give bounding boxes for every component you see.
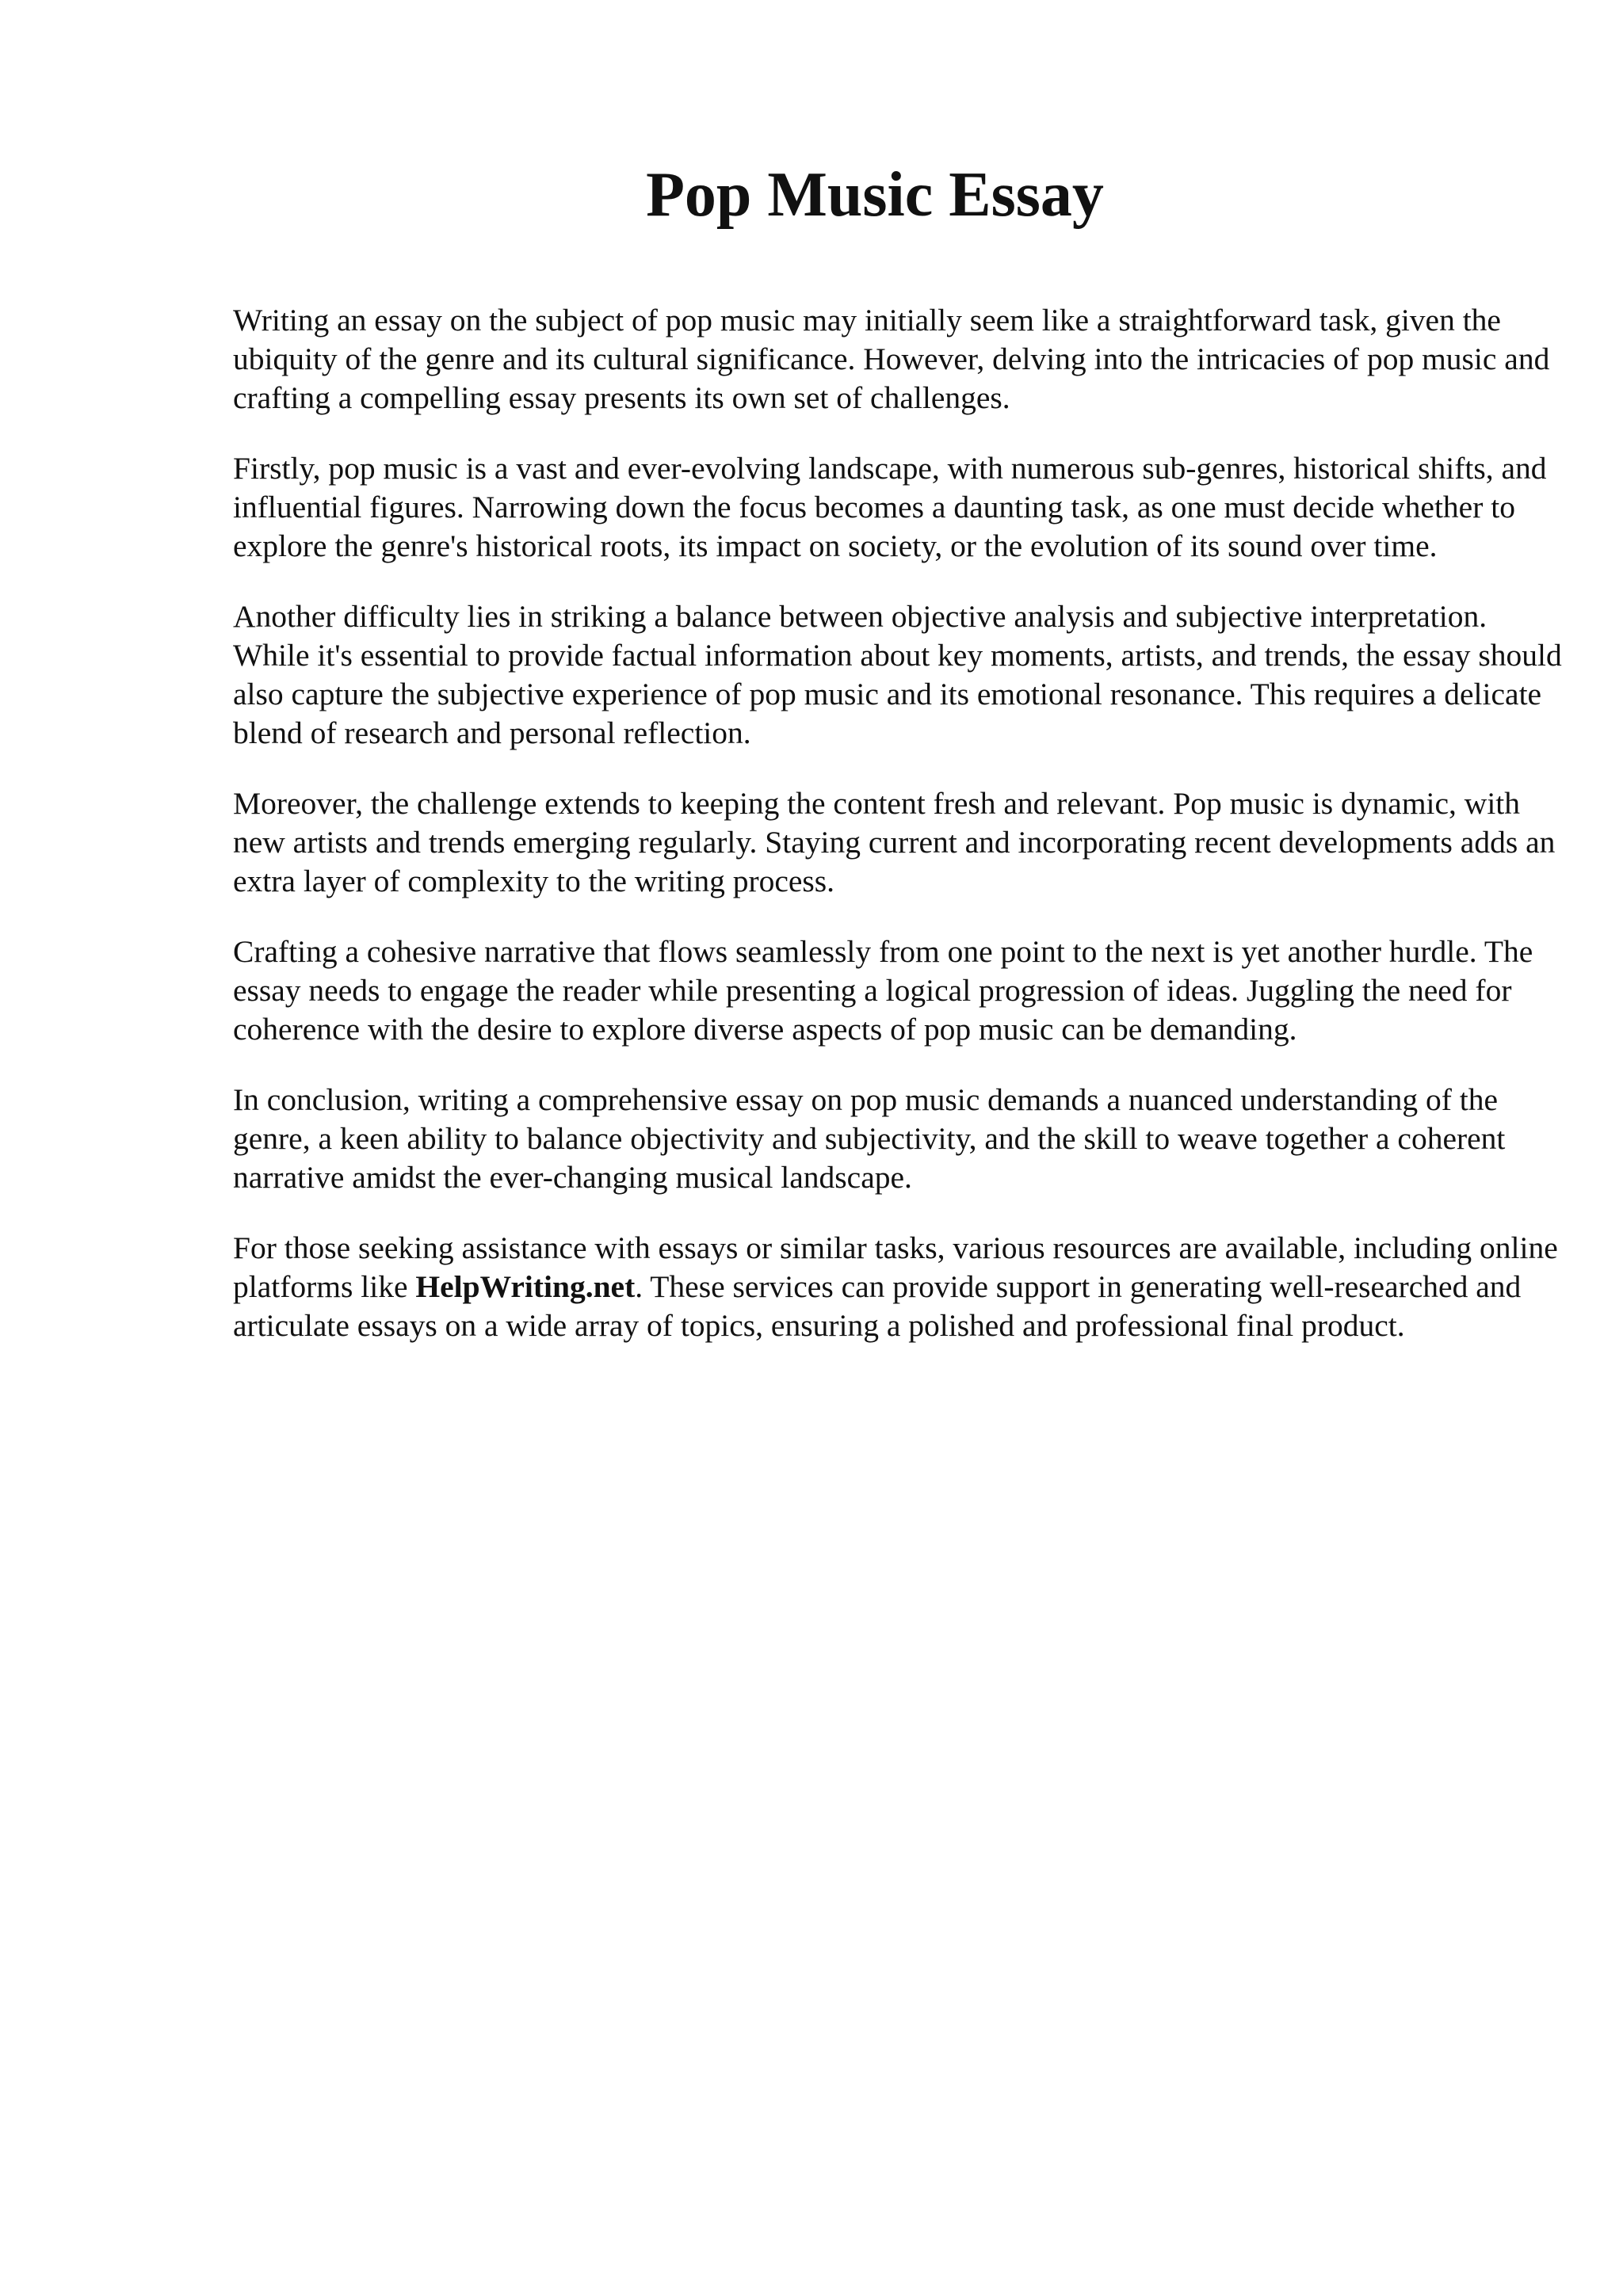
closing-text-after: . These services can provide support in generating well-researched and articulate essays on a wide array of topics, ensuring a polished and professional final product.: [233, 1269, 1522, 1343]
paragraph-landscape: Firstly, pop music is a vast and ever-evolving landscape, with numerous sub-genres, historical shifts, and influential figures. Narrowing down the focus becomes a daunting task, as one must decide whether to explore the genre's historical roots, its impact on society, or the evolution of its sound over time.: [233, 451, 1547, 563]
closing-text-before: For those seeking assistance with essays or similar tasks, various resources are available, including online platforms like: [233, 1230, 1558, 1304]
paragraph-relevance: Moreover, the challenge extends to keeping the content fresh and relevant. Pop music is dynamic, with new artists and trends emerging regularly. Staying current and incorporating recent developments adds an extra layer of complexity to the writing process.: [233, 786, 1556, 898]
paragraph-closing: [233, 1229, 1564, 1345]
helpwriting-link[interactable]: HelpWriting.net: [415, 1269, 636, 1304]
paragraph-narrative: Crafting a cohesive narrative that flows seamlessly from one point to the next is yet another hurdle. The essay needs to engage the reader while presenting a logical progression of ideas. Juggling the need for coherence with the desire to explore diverse aspects of pop music can be demanding.: [233, 934, 1533, 1047]
paragraph-conclusion: In conclusion, writing a comprehensive essay on pop music demands a nuanced understanding of the genre, a keen ability to balance objectivity and subjectivity, and the skill to weave together a coherent narrative amidst the ever-changing musical landscape.: [233, 1082, 1506, 1195]
paragraph-intro: Writing an essay on the subject of pop music may initially seem like a straightforward task, given the ubiquity of the genre and its cultural significance. However, delving into the intricacies of pop music and crafting a compelling essay presents its own set of challenges.: [233, 303, 1550, 415]
essay-body: [233, 301, 1564, 1377]
paragraph-balance: Another difficulty lies in striking a balance between objective analysis and subjective interpretation. While it's essential to provide factual information about key moments, artists, and trends, the essay should also capture the subjective experience of pop music and its emotional resonance. This requires a delicate blend of research and personal reflection.: [233, 599, 1562, 750]
page-title: Pop Music Essay: [646, 160, 1104, 230]
